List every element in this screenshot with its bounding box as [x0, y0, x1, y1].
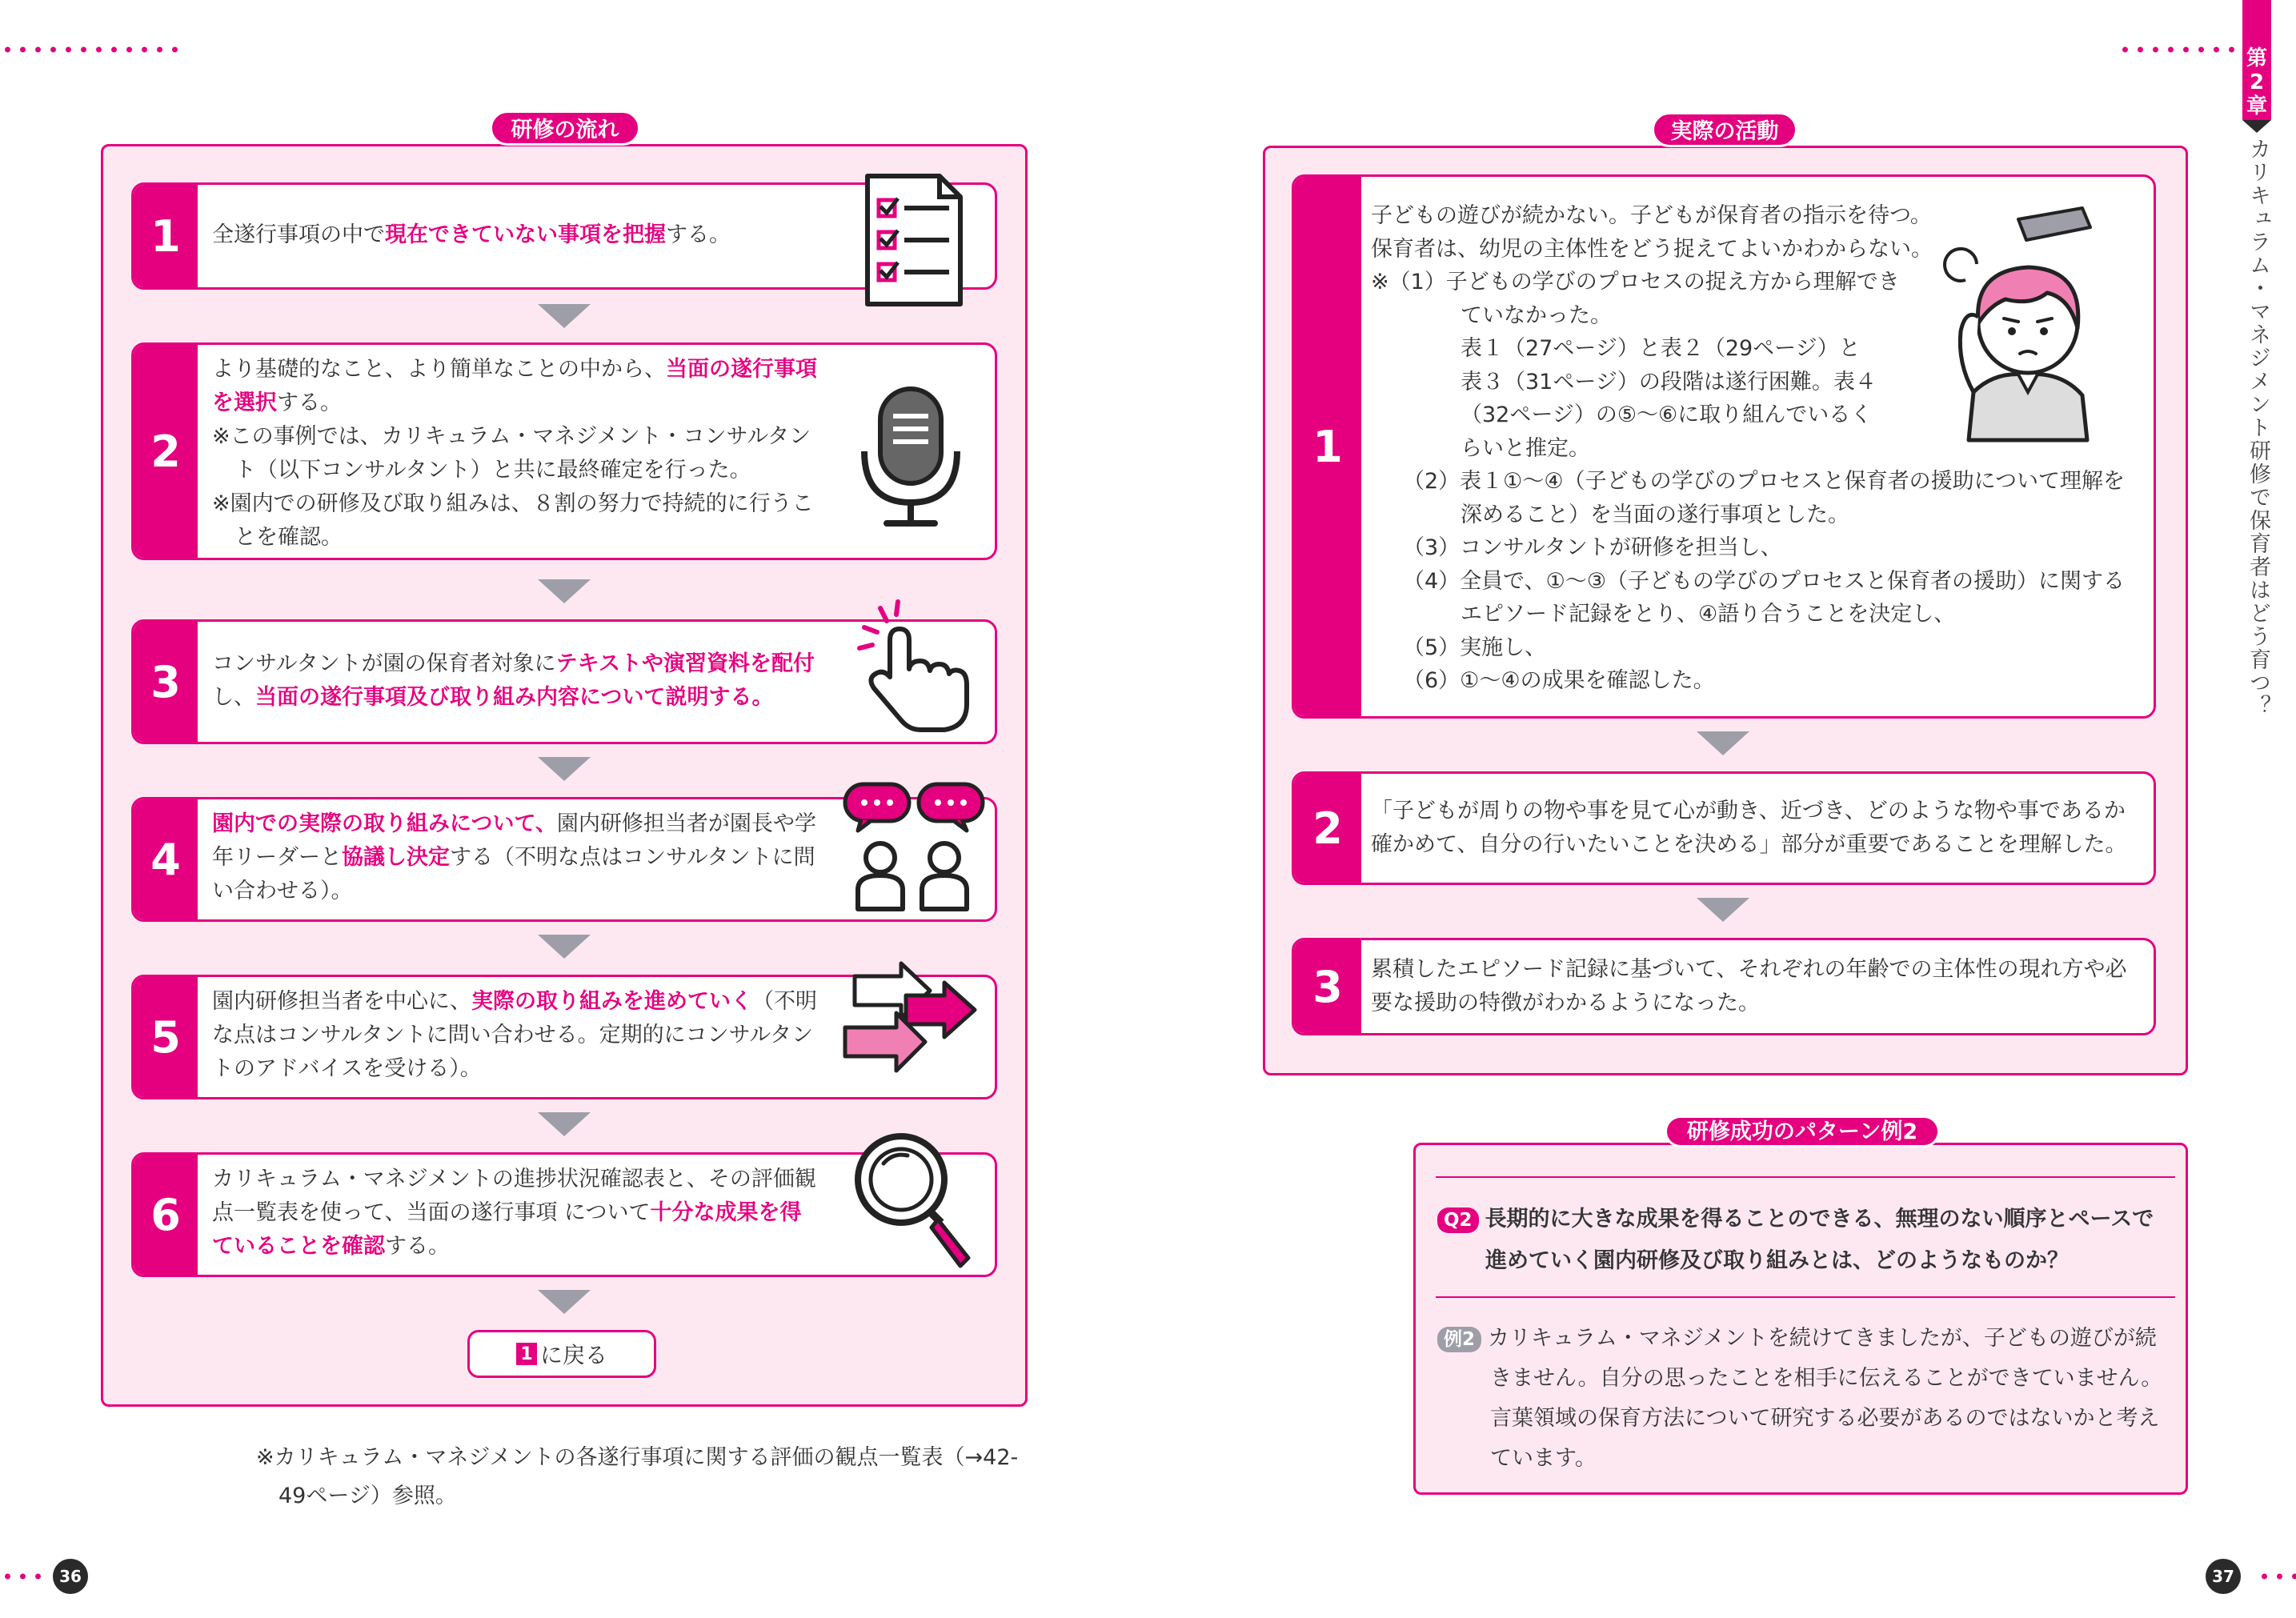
- activity-step-2: [1292, 771, 2156, 885]
- step-number: 1: [1294, 177, 1361, 716]
- text-segment: し、: [212, 685, 255, 710]
- step-number: 3: [134, 622, 198, 742]
- discussion-icon: [842, 781, 986, 917]
- text-line: ていなかった。: [1461, 302, 1612, 328]
- highlight-segment: 当面の遂行事項を選択: [212, 357, 817, 415]
- text-line: （32ページ）の⑤〜⑥に取り組んでいるく: [1461, 402, 1873, 427]
- text-line: 要な援助の特徴がわかるようになった。: [1371, 990, 1760, 1015]
- flow-arrow: [538, 1290, 591, 1314]
- step-number: 2: [1294, 774, 1361, 883]
- tap-hand-icon: [848, 592, 976, 736]
- question-line: 長期的に大きな成果を得ることのできる、無理のない順序とペースで: [1485, 1207, 2154, 1232]
- step-text: [212, 1163, 820, 1264]
- text-segment: （不明な点はコンサルタントに問い合わせる。定期的にコンサルタントのアドバイスを受ける）。: [212, 989, 817, 1081]
- text-segment: する。: [666, 222, 731, 247]
- highlight-segment: 十分な成果を得ていることを確認: [212, 1200, 802, 1259]
- step-number: 4: [134, 799, 198, 919]
- q-tag: Q2: [1437, 1207, 1479, 1233]
- question: [1437, 1199, 2174, 1282]
- text-segment: 園内研修担当者を中心に、: [212, 989, 471, 1014]
- highlight-segment: テキストや演習資料を配付: [555, 651, 815, 676]
- text-line: エピソード記録をとり、④語り合うことを決定し、: [1461, 602, 1956, 627]
- text-line: （4）全員で、①〜③（子どもの学びのプロセスと保育者の援助）に関する: [1403, 568, 2126, 594]
- step-number: 2: [134, 345, 198, 558]
- flow-heading: 研修の流れ: [490, 110, 640, 146]
- step-number: 5: [134, 977, 198, 1097]
- text-line: 確かめて、自分の行いたいことを決める」部分が重要であることを理解した。: [1371, 831, 2127, 857]
- text-line: らいと推定。: [1461, 435, 1590, 461]
- header-dots-left: [0, 46, 182, 53]
- text-line: （3）コンサルタントが研修を担当し、: [1403, 535, 1782, 560]
- step-note: ※園内での研修及び取り組みは、８割の努力で持続的に行うことを確認。: [212, 491, 814, 550]
- text-line: 「子どもが周りの物や事を見て心が動き、近づき、どのような物や事であるか: [1371, 799, 2126, 823]
- checklist-icon: [863, 168, 965, 312]
- flow-arrow: [538, 935, 591, 959]
- activity-step-2-text: [1371, 795, 2126, 861]
- example-line: 言葉領域の保育方法について研究する必要があるのではないかと考え: [1490, 1406, 2160, 1431]
- chapter-tab-char: 2: [2249, 70, 2265, 94]
- page-number-left: 36: [53, 1559, 88, 1594]
- text-segment: する（不明な点はコンサルタントに問い合わせる）。: [212, 845, 815, 903]
- question-line: 進めていく園内研修及び取り組みとは、どのようなものか？: [1485, 1248, 2069, 1273]
- flow-arrow: [538, 757, 591, 781]
- back-button-label: に戻る: [539, 1342, 607, 1368]
- footnote-line: ※カリキュラム・マネジメントの各遂行事項に関する評価の観点一覧表（→42-: [256, 1445, 1019, 1470]
- text-line: （5）実施し、: [1403, 635, 1547, 660]
- step-text: [212, 218, 836, 252]
- step-text: [212, 807, 820, 908]
- flow-footnote: [256, 1439, 1040, 1516]
- highlight-segment: 実際の取り組みを進めていく: [471, 989, 752, 1014]
- footnote-line: 49ページ）参照。: [278, 1484, 457, 1508]
- activity-arrow: [1697, 898, 1749, 922]
- back-to-step-1-button[interactable]: [467, 1330, 656, 1378]
- text-line: 深めること）を当面の遂行事項とした。: [1461, 502, 1849, 527]
- text-segment: カリキュラム・マネジメントの進捗状況確認表と、その評価観点一覧表を使って、当面の遂行事項 について: [212, 1167, 816, 1225]
- text-segment: 全遂行事項の中で: [212, 222, 385, 247]
- highlight-segment: 当面の遂行事項及び取り組み内容について説明する。: [255, 685, 774, 710]
- text-segment: する。: [385, 1234, 450, 1259]
- step-number: 6: [134, 1155, 198, 1275]
- chapter-tab-char: 章: [2246, 94, 2267, 118]
- text-segment: コンサルタントが園の保育者対象に: [212, 651, 556, 676]
- flow-arrow: [538, 579, 591, 603]
- text-line: 表３（31ページ）の段階は遂行困難。表４: [1461, 369, 1877, 394]
- flow-arrow: [538, 1112, 591, 1136]
- divider: [1436, 1296, 2175, 1298]
- text-segment: より基礎的なこと、より簡単なことの中から、: [212, 357, 666, 382]
- text-line: 累積したエピソード記録に基づいて、それぞれの年齢での主体性の現れ方や必: [1371, 957, 2127, 982]
- text-line: 表１（27ページ）と表２（29ページ）と: [1461, 336, 1861, 361]
- step-number: 1: [134, 185, 198, 287]
- chapter-title: カリキュラム・マネジメント研修で保育者はどう育つ？: [2246, 138, 2270, 718]
- footer-dots-right: [2257, 1573, 2296, 1580]
- footer-dots-left: [0, 1573, 48, 1580]
- step-note: ※この事例では、カリキュラム・マネジメント・コンサルタント（以下コンサルタント）と共に最終確定を行った。: [212, 424, 811, 483]
- header-dots-right: [2118, 46, 2239, 53]
- example-line: カリキュラム・マネジメントを続けてきましたが、子どもの遊びが続: [1488, 1326, 2157, 1351]
- highlight-segment: 現在できていない事項を把握: [385, 222, 666, 247]
- back-step-number: 1: [516, 1343, 537, 1365]
- example-line: ています。: [1490, 1446, 1597, 1471]
- ex-tag: 例2: [1437, 1327, 1481, 1352]
- example: [1437, 1319, 2174, 1479]
- activity-heading: 実際の活動: [1652, 112, 1797, 147]
- highlight-segment: 協議し決定: [342, 845, 450, 870]
- text-line: 保育者は、幼児の主体性をどう捉えてよいかわからない。: [1371, 236, 1933, 262]
- text-segment: 園内研修担当者が園長や学年リーダーと: [212, 811, 816, 870]
- example-line: きません。自分の思ったことを相手に伝えることができていません。: [1490, 1366, 2163, 1391]
- text-line: 子どもの遊びが続かない。子どもが保育者の指示を待つ。: [1371, 203, 1932, 228]
- page-number-right: 37: [2206, 1559, 2241, 1594]
- step-text: [212, 985, 820, 1086]
- text-line: ※（1）子どもの学びのプロセスの捉え方から理解でき: [1371, 270, 1900, 294]
- highlight-segment: 園内での実際の取り組みについて、: [212, 811, 557, 836]
- arrows-icon: [840, 960, 984, 1088]
- divider: [1436, 1176, 2175, 1178]
- step-number: 3: [1294, 940, 1361, 1033]
- activity-arrow: [1697, 731, 1749, 755]
- step-text: [212, 353, 820, 555]
- microphone-icon: [855, 384, 967, 528]
- chapter-tab-char: 第: [2246, 46, 2267, 70]
- activity-step-3: [1292, 938, 2156, 1035]
- text-segment: する。: [277, 390, 342, 415]
- step-text: [212, 647, 820, 715]
- magnifier-icon: [848, 1128, 976, 1272]
- text-line: （2）表１①〜④（子どもの学びのプロセスと保育者の援助について理解を: [1403, 469, 2126, 494]
- chapter-tab: [2242, 0, 2271, 120]
- confused-child-icon: [1941, 203, 2118, 443]
- activity-step-3-text: [1371, 953, 2126, 1019]
- flow-arrow: [538, 304, 591, 328]
- pattern-heading: 研修成功のパターン例2: [1665, 1115, 1940, 1147]
- text-line: （6）①〜④の成果を確認した。: [1403, 668, 1715, 693]
